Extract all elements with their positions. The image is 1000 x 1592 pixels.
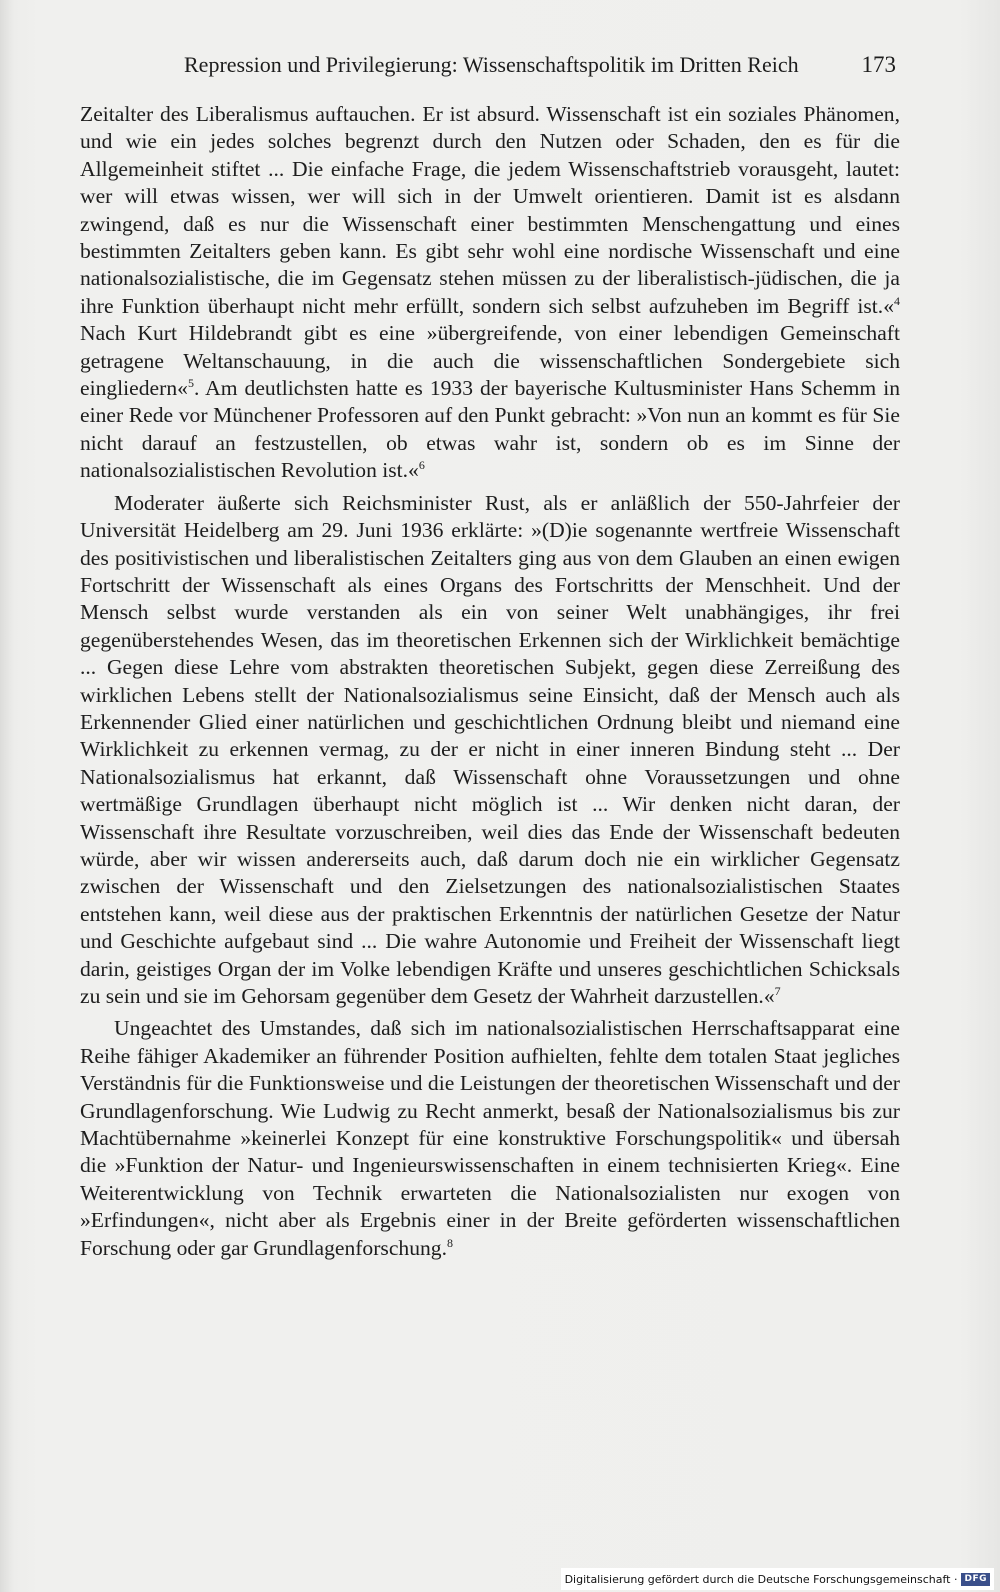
paragraph-2-text: Moderater äußerte sich Reichsminister Rust, als er anläßlich der 550-Jahrfeier der Universität Heidelberg am 29. Juni 1936 erklärte: »(D)ie sogenannte wertfreie Wissenschaft des positivistischen und liberalistischen Zeitalters ging aus von dem Glauben an einen ewigen Fortschritt der Wissenschaft als eines Organs des Fortschritts der Menschheit. Und der Mensch selbst wurde verstanden als ein von seiner Welt unabhängiges, ihr frei gegenüberstehendes Wesen, das im theoretischen Erkennen sich der Wirklichkeit bemächtige ... Gegen diese Lehre vom abstrakten theoretischen Subjekt, gegen diese Zerreißung des wirklichen Lebens stellt der Nationalsozialismus seine Einsicht, daß der Mensch auch als Erkennender Glied einer natürlichen und geschichtlichen Ordnung bleibt und niemand eine Wirklichkeit zu erkennen vermag, zu der er nicht in einer inneren Bindung steht ... Der Nationalsozialismus hat erkannt, daß Wissenschaft ohne Voraussetzungen und ohne wertmäßige Grundlagen überhaupt nicht möglich ist ... Wir denken nicht daran, der Wissenschaft ihre Resultate vorzuschreiben, weil dies das Ende der Wissenschaft bedeuten würde, aber wir wissen andererseits auch, daß darum doch nie ein wirklicher Gegensatz zwischen der Wissenschaft und den Zielsetzungen des nationalsozialistischen Staates entstehen kann, weil diese aus der praktischen Erkenntnis der natürlichen Gesetze der Natur und Geschichte aufgebaut sind ... Die wahre Autonomie und Freiheit der Wissenschaft liegt darin, geistiges Organ der im Volke lebendigen Kräfte und unseres geschichtlichen Schicksals zu sein und sie im Gehorsam gegenüber dem Gesetz der Wahrheit darzustellen.« xyxy=(80,490,900,1008)
paragraph-1 xyxy=(80,101,900,485)
paragraph-2 xyxy=(80,490,900,1011)
footnote-ref-6[interactable]: 6 xyxy=(418,458,425,473)
body-text xyxy=(80,101,900,1262)
footnote-ref-7[interactable]: 7 xyxy=(774,984,781,998)
footnote-ref-5[interactable]: 5 xyxy=(187,376,194,391)
paragraph-3 xyxy=(80,1015,900,1262)
footnote-ref-8[interactable]: 8 xyxy=(447,1235,453,1250)
page-number: 173 xyxy=(861,52,896,77)
paragraph-1-text: Zeitalter des Liberalismus auftauchen. Er ist absurd. Wissenschaft ist ein soziales Phänomen, und wie ein jedes solches begrenzt durch den Nutzen oder Schaden, den es für die Allgemeinheit stiftet ... Die einfache Frage, die jedem Wissenschaftstrieb vorausgeht, lautet: wer will etwas wissen, wer will sich in der Umwelt orientieren. Damit ist es alsdann zwingend, daß es nur die Wissenschaft einer bestimmten Menschengattung und eines bestimmten Zeitalters geben kann. Es gibt sehr wohl eine nordische Wissenschaft und eine nationalsozialistische, die im Gegensatz stehen müssen zu der liberalistisch-jüdischen, die ja ihre Funktion überhaupt nicht mehr erfüllt, sondern sich selbst aufzuheben im Begriff ist.« xyxy=(80,102,900,318)
running-header xyxy=(184,50,896,80)
running-header-title: Repression und Privilegierung: Wissenschaftspolitik im Dritten Reich xyxy=(184,52,799,77)
digitization-credit xyxy=(561,1568,994,1590)
footnote-ref-4[interactable]: 4 xyxy=(894,293,900,308)
paragraph-1-text-3: . Am deutlichsten hatte es 1933 der bayerische Kultusminister Hans Schemm in einer Rede vor Münchener Professoren auf den Punkt gebracht: »Von nun an kommt es für Sie nicht darauf an festzustellen, ob etwas wahr ist, sondern ob es im Sinne der nationalsozialistischen Revolution ist.« xyxy=(80,376,900,483)
paragraph-1-text-2: Nach Kurt Hildebrandt gibt es eine »übergreifende, von einer lebendigen Gemeinschaft getragene Weltanschauung, in die auch die wissenschaftlichen Sondergebiete sich eingliedern« xyxy=(80,321,900,401)
digitization-credit-text: Digitalisierung gefördert durch die Deutsche Forschungsgemeinschaft · xyxy=(564,1572,958,1586)
paragraph-3-text: Ungeachtet des Umstandes, daß sich im nationalsozialistischen Herrschaftsapparat eine Reihe fähiger Akademiker an führender Position aufhielten, fehlte dem totalen Staat jegliches Verständnis für die Funktionsweise und die Leistungen der theoretischen Wissenschaft und der Grundlagenforschung. Wie Ludwig zu Recht anmerkt, besaß der Nationalsozialismus bis zur Machtübernahme »keinerlei Konzept für eine konstruktive Forschungspolitik« und übersah die »Funktion der Natur- und Ingenieurswissenschaften in einem technisierten Krieg«. Eine Weiterentwicklung von Technik erwarteten die Nationalsozialisten nur exogen von »Erfindungen«, nicht aber als Ergebnis einer in der Breite geförderten wissenschaftlichen Forschung oder gar Grundlagenforschung. xyxy=(80,1016,900,1260)
dfg-logo-icon: DFG xyxy=(961,1573,990,1586)
